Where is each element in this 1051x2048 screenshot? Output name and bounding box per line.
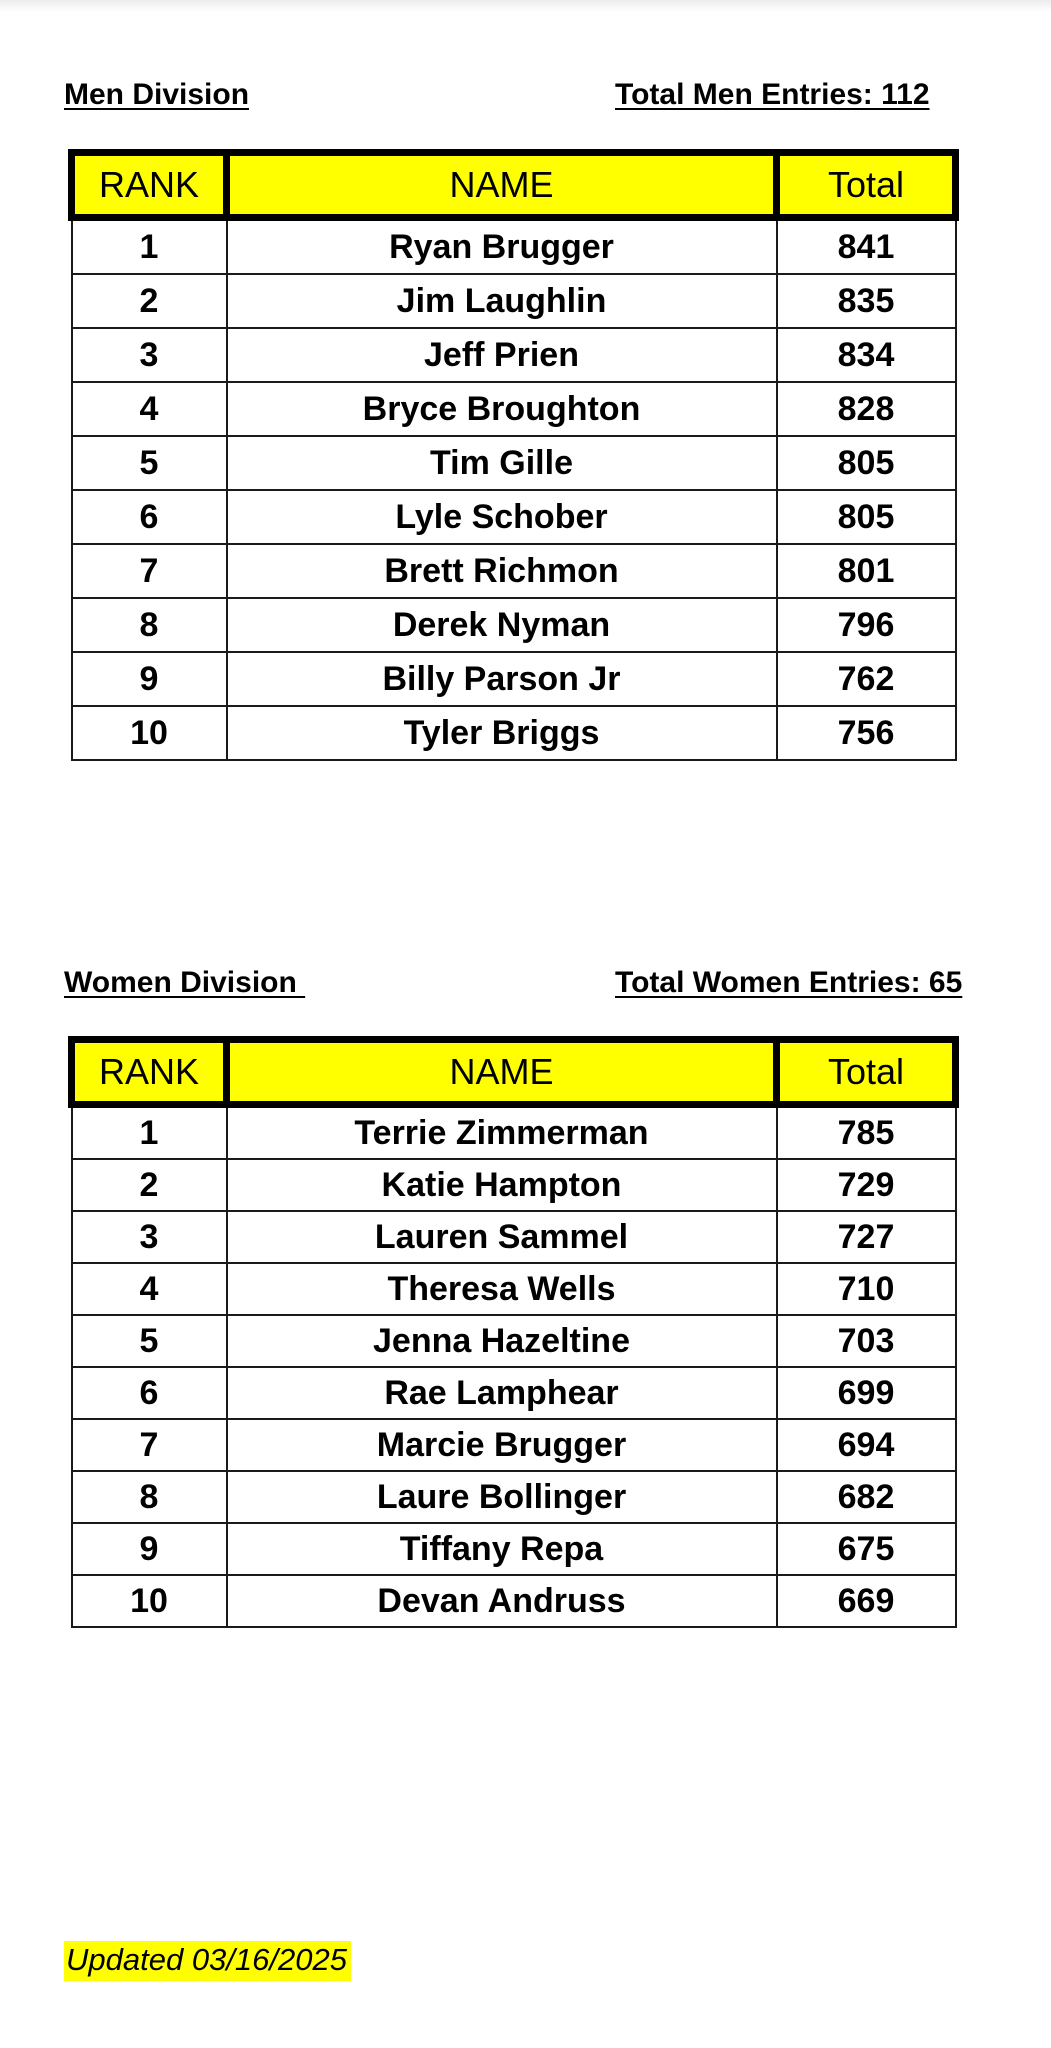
table-row — [72, 1105, 956, 1160]
top-edge-shadow — [0, 0, 1051, 12]
table-header-row — [72, 1040, 956, 1105]
rank-cell: 1 — [72, 1105, 227, 1160]
name-cell: Devan Andruss — [227, 1575, 777, 1627]
total-cell: 675 — [777, 1523, 956, 1575]
total-cell: 729 — [777, 1159, 956, 1211]
rank-cell: 2 — [72, 1159, 227, 1211]
table-row — [72, 218, 956, 275]
table-row — [72, 1471, 956, 1523]
total-column-header: Total — [777, 1040, 956, 1105]
name-cell: Jeff Prien — [227, 328, 777, 382]
women-division-title: Women Division — [64, 966, 306, 999]
total-cell: 828 — [777, 382, 956, 436]
total-cell: 785 — [777, 1105, 956, 1160]
rank-cell: 4 — [72, 382, 227, 436]
table-row — [72, 1263, 956, 1315]
table-row — [72, 598, 956, 652]
name-cell: Katie Hampton — [227, 1159, 777, 1211]
table-row — [72, 382, 956, 436]
name-cell: Ryan Brugger — [227, 218, 777, 275]
table-row — [72, 1575, 956, 1627]
rank-cell: 5 — [72, 1315, 227, 1367]
table-row — [72, 436, 956, 490]
total-cell: 727 — [777, 1211, 956, 1263]
name-cell: Billy Parson Jr — [227, 652, 777, 706]
total-cell: 796 — [777, 598, 956, 652]
rank-cell: 9 — [72, 1523, 227, 1575]
table-row — [72, 1419, 956, 1471]
name-cell: Tim Gille — [227, 436, 777, 490]
table-row — [72, 652, 956, 706]
rank-cell: 2 — [72, 274, 227, 328]
rank-cell: 3 — [72, 328, 227, 382]
total-cell: 710 — [777, 1263, 956, 1315]
name-column-header: NAME — [227, 153, 777, 218]
name-cell: Terrie Zimmerman — [227, 1105, 777, 1160]
rank-cell: 1 — [72, 218, 227, 275]
rank-cell: 7 — [72, 1419, 227, 1471]
name-cell: Lyle Schober — [227, 490, 777, 544]
rank-cell: 6 — [72, 490, 227, 544]
total-cell: 669 — [777, 1575, 956, 1627]
rank-cell: 8 — [72, 598, 227, 652]
table-row — [72, 1367, 956, 1419]
name-cell: Rae Lamphear — [227, 1367, 777, 1419]
name-cell: Bryce Broughton — [227, 382, 777, 436]
rank-cell: 5 — [72, 436, 227, 490]
men-entries-total: Total Men Entries: 112 — [615, 78, 930, 111]
rank-cell: 10 — [72, 706, 227, 760]
name-cell: Lauren Sammel — [227, 1211, 777, 1263]
table-row — [72, 328, 956, 382]
table-row — [72, 1315, 956, 1367]
name-cell: Tiffany Repa — [227, 1523, 777, 1575]
men-division-title: Men Division — [64, 78, 250, 111]
total-cell: 756 — [777, 706, 956, 760]
rank-cell: 10 — [72, 1575, 227, 1627]
name-cell: Marcie Brugger — [227, 1419, 777, 1471]
total-cell: 835 — [777, 274, 956, 328]
total-cell: 703 — [777, 1315, 956, 1367]
rank-column-header: RANK — [72, 153, 227, 218]
name-cell: Jim Laughlin — [227, 274, 777, 328]
table-row — [72, 544, 956, 598]
name-cell: Theresa Wells — [227, 1263, 777, 1315]
total-cell: 801 — [777, 544, 956, 598]
women-table-body — [72, 1105, 956, 1628]
total-cell: 694 — [777, 1419, 956, 1471]
updated-date-note: Updated 03/16/2025 — [64, 1941, 351, 1981]
table-row — [72, 1211, 956, 1263]
total-cell: 682 — [777, 1471, 956, 1523]
name-cell: Brett Richmon — [227, 544, 777, 598]
name-cell: Tyler Briggs — [227, 706, 777, 760]
women-entries-total: Total Women Entries: 65 — [615, 966, 963, 999]
rank-cell: 3 — [72, 1211, 227, 1263]
total-cell: 805 — [777, 490, 956, 544]
name-cell: Derek Nyman — [227, 598, 777, 652]
table-row — [72, 274, 956, 328]
table-row — [72, 490, 956, 544]
men-ranking-table — [68, 149, 959, 761]
rank-cell: 6 — [72, 1367, 227, 1419]
table-row — [72, 1523, 956, 1575]
men-table-body — [72, 218, 956, 761]
rank-cell: 7 — [72, 544, 227, 598]
name-cell: Laure Bollinger — [227, 1471, 777, 1523]
total-cell: 699 — [777, 1367, 956, 1419]
total-cell: 762 — [777, 652, 956, 706]
total-column-header: Total — [777, 153, 956, 218]
table-header-row — [72, 153, 956, 218]
total-cell: 805 — [777, 436, 956, 490]
name-cell: Jenna Hazeltine — [227, 1315, 777, 1367]
total-cell: 834 — [777, 328, 956, 382]
table-row — [72, 706, 956, 760]
table-row — [72, 1159, 956, 1211]
rank-cell: 8 — [72, 1471, 227, 1523]
rank-column-header: RANK — [72, 1040, 227, 1105]
rank-cell: 4 — [72, 1263, 227, 1315]
rank-cell: 9 — [72, 652, 227, 706]
name-column-header: NAME — [227, 1040, 777, 1105]
women-ranking-table — [68, 1036, 959, 1628]
total-cell: 841 — [777, 218, 956, 275]
